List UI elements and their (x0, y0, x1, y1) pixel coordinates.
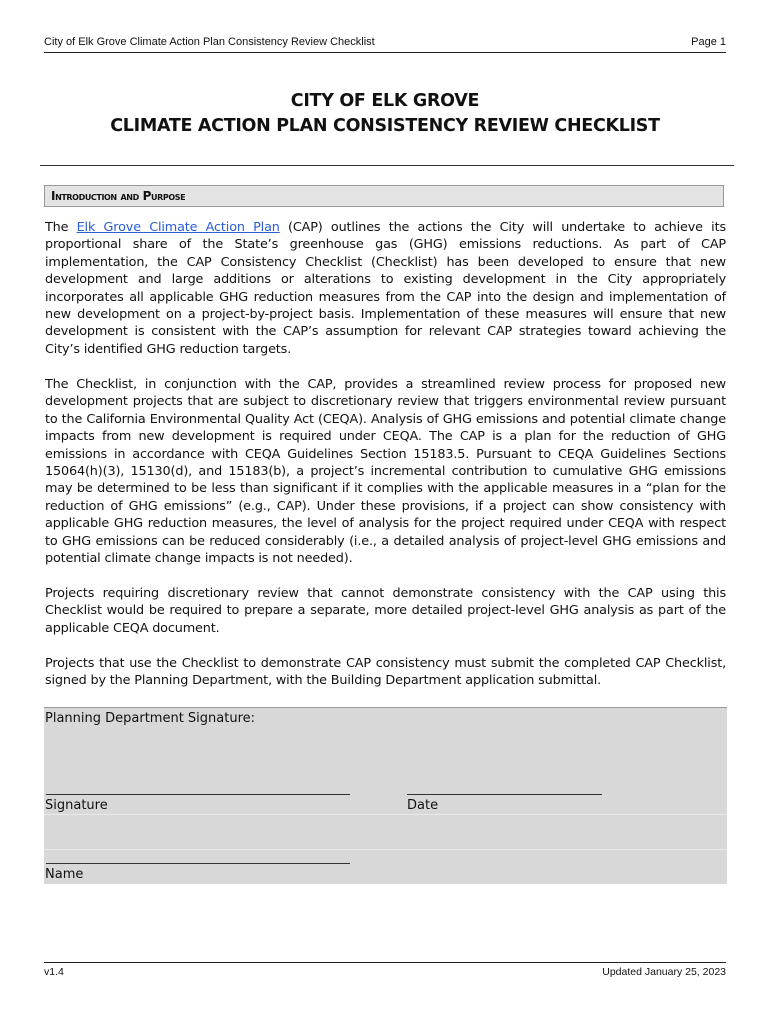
header-doc-title: City of Elk Grove Climate Action Plan Consistency Review Checklist (44, 36, 375, 48)
signature-label: Signature (45, 798, 108, 813)
document-title-line-2: CLIMATE ACTION PLAN CONSISTENCY REVIEW CHECKLIST (110, 116, 660, 136)
footer-updated-date: Updated January 25, 2023 (602, 966, 726, 978)
page-header (44, 34, 726, 53)
signature-block-heading: Planning Department Signature: (45, 711, 256, 726)
intro-paragraph-1 (45, 219, 726, 358)
intro-paragraph-3: Projects requiring discretionary review that cannot demonstrate consistency with the CAP using this Checklist would be required to prepare a separate, more detailed project-level GHG analysis as part of the applicable CEQA document. (45, 586, 726, 636)
document-title-line-1: CITY OF ELK GROVE (290, 91, 480, 111)
signature-line[interactable] (46, 794, 350, 795)
intro-paragraph-4: Projects that use the Checklist to demonstrate CAP consistency must submit the completed CAP Checklist, signed by the Planning Department, with the Building Department application submittal. (45, 656, 726, 689)
signature-row-divider (44, 814, 727, 815)
footer-version: v1.4 (44, 966, 64, 978)
p1-body-text: (CAP) outlines the actions the City will undertake to achieve its proportional share of the State’s greenhouse gas (GHG) emissions reductions. As part of CAP implementation, the CAP Consistency Checklist (Checklist) has been developed to ensure that new development and large additions or alterations to existing development in the City appropriately incorporates all applicable GHG reduction measures from the CAP into the design and implementation of new development on a project-by-project basis. Implementation of these measures will ensure that new development is consistent with the CAP’s assumption for relevant CAP strategies toward achieving the City’s identified GHG reduction targets. (45, 220, 726, 357)
signature-row-divider (44, 849, 727, 850)
cap-link[interactable]: Elk Grove Climate Action Plan (76, 220, 280, 235)
section-heading-box (44, 185, 724, 207)
intro-paragraph-2: The Checklist, in conjunction with the CAP, provides a streamlined review process for proposed new development projects that are subject to discretionary review that triggers environmental review pursuant to the California Environmental Quality Act (CEQA). Analysis of GHG emissions and potential climate change impacts from new development is required under CEQA. The CAP is a plan for the reduction of GHG emissions in accordance with CEQA Guidelines Section 15183.5. Pursuant to CEQA Guidelines Sections 15064(h)(3), 15130(d), and 15183(b), a project’s incremental contribution to cumulative GHG emissions may be determined to be less than significant if it complies with the applicable measures in a “plan for the reduction of GHG emissions” (e.g., CAP). Under these provisions, if a project can show consistency with applicable GHG reduction measures, the level of analysis for the project required under CEQA with respect to GHG emissions can be reduced considerably (i.e., a detailed analysis of project-level GHG emissions and potential climate change impacts is not needed). (45, 377, 726, 567)
page-footer (44, 962, 726, 978)
name-label: Name (45, 867, 84, 882)
date-line[interactable] (407, 794, 602, 795)
header-page-number: Page 1 (691, 36, 726, 48)
title-divider (40, 165, 734, 166)
signature-block (44, 707, 727, 884)
section-heading: Introduction and Purpose (51, 189, 186, 203)
date-label: Date (407, 798, 439, 813)
p1-lead-text: The (45, 220, 77, 235)
name-line[interactable] (46, 863, 350, 864)
